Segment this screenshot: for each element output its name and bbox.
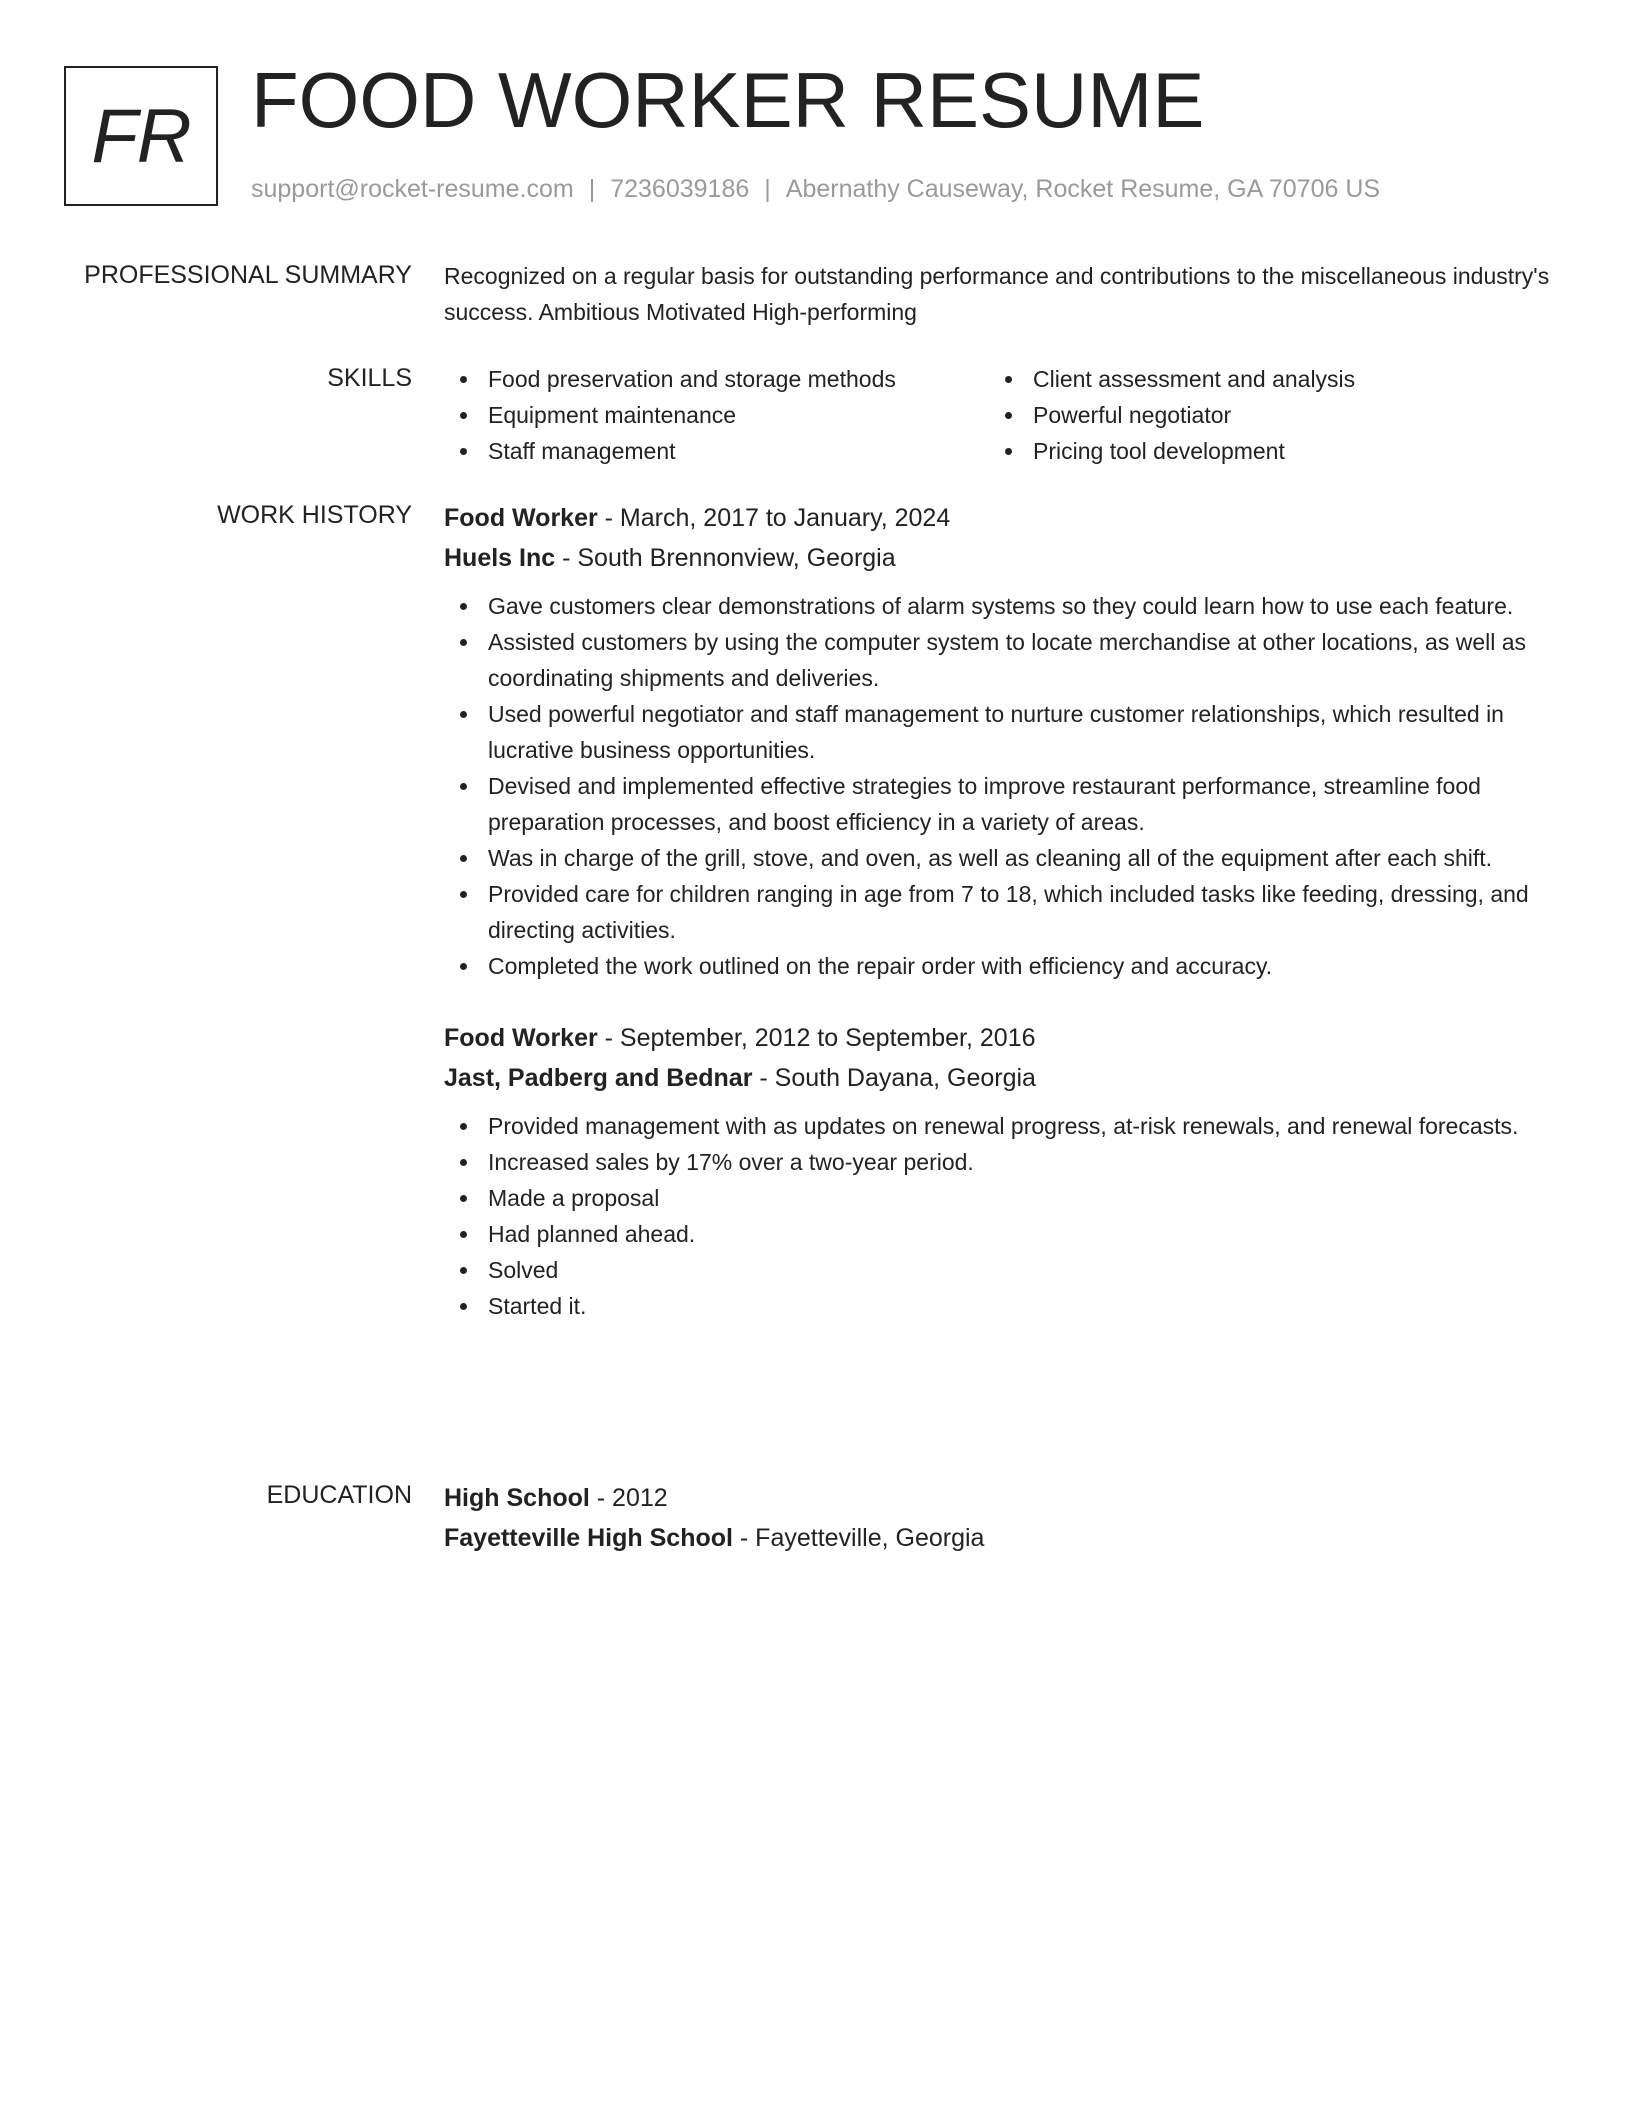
skills-grid (444, 361, 1554, 469)
skill-item: Client assessment and analysis (989, 361, 1489, 397)
contact-separator: | (588, 175, 596, 203)
summary-body (444, 258, 1554, 330)
skill-item: Pricing tool development (989, 433, 1489, 469)
job-company-line (444, 1058, 1554, 1098)
job-bullet: Assisted customers by using the computer system to locate merchandise at other locations, as well as coordinating shipments and deliveries. (444, 624, 1554, 696)
contact-address: Abernathy Causeway, Rocket Resume, GA 70706 US (785, 175, 1381, 203)
contact-separator: | (764, 175, 771, 203)
section-label-work-history: WORK HISTORY (217, 501, 412, 529)
job-bullets (444, 1108, 1554, 1324)
education-body (444, 1478, 1554, 1558)
job-bullet: Completed the work outlined on the repair order with efficiency and accuracy. (444, 948, 1554, 984)
contact-phone: 7236039186 (610, 175, 750, 203)
job-bullet: Was in charge of the grill, stove, and oven, as well as cleaning all of the equipment after each shift. (444, 840, 1554, 876)
education-degree-line (444, 1478, 1554, 1518)
education-school: Fayetteville High School (444, 1524, 733, 1552)
monogram-logo: FR (64, 66, 218, 206)
education-location: - Fayetteville, Georgia (732, 1524, 985, 1552)
job-bullet: Started it. (444, 1288, 1554, 1324)
job-bullet: Made a proposal (444, 1180, 1554, 1216)
job-location: - South Dayana, Georgia (752, 1064, 1036, 1092)
job-dates: - September, 2012 to September, 2016 (597, 1024, 1036, 1052)
section-label-education: EDUCATION (266, 1481, 412, 1509)
job-bullet: Provided care for children ranging in age from 7 to 18, which included tasks like feeding, dressing, and directing activities. (444, 876, 1554, 948)
skills-column-left (444, 361, 989, 469)
education-year: - 2012 (589, 1484, 668, 1512)
contact-line (251, 172, 1380, 206)
education-degree: High School (444, 1484, 590, 1512)
job-bullets (444, 588, 1554, 984)
contact-email: support@rocket-resume.com (251, 175, 574, 203)
work-history-body (444, 498, 1554, 1324)
job-entry (444, 1018, 1554, 1324)
section-label-summary: PROFESSIONAL SUMMARY (84, 261, 412, 289)
job-bullet: Increased sales by 17% over a two-year period. (444, 1144, 1554, 1180)
job-title-line (444, 1018, 1554, 1058)
job-bullet: Provided management with as updates on renewal progress, at-risk renewals, and renewal forecasts. (444, 1108, 1554, 1144)
job-title: Food Worker (444, 1024, 598, 1052)
job-company-line (444, 538, 1554, 578)
job-company: Jast, Padberg and Bednar (444, 1064, 753, 1092)
skills-column-right (989, 361, 1489, 469)
resume-title: FOOD WORKER RESUME (251, 56, 1205, 144)
job-company: Huels Inc (444, 544, 556, 572)
summary-text: Recognized on a regular basis for outstanding performance and contributions to the miscellaneous industry's success. Ambitious Motivated High-performing (444, 263, 1550, 325)
education-school-line (444, 1518, 1554, 1558)
skill-item: Staff management (444, 433, 989, 469)
job-location: - South Brennonview, Georgia (555, 544, 896, 572)
job-dates: - March, 2017 to January, 2024 (597, 504, 951, 532)
job-bullet: Gave customers clear demonstrations of alarm systems so they could learn how to use each feature. (444, 588, 1554, 624)
job-title-line (444, 498, 1554, 538)
job-entry (444, 498, 1554, 984)
skill-item: Equipment maintenance (444, 397, 989, 433)
skill-item: Powerful negotiator (989, 397, 1489, 433)
job-bullet: Had planned ahead. (444, 1216, 1554, 1252)
job-bullet: Solved (444, 1252, 1554, 1288)
job-title: Food Worker (444, 504, 598, 532)
job-bullet: Used powerful negotiator and staff management to nurture customer relationships, which resulted in lucrative business opportunities. (444, 696, 1554, 768)
skill-item: Food preservation and storage methods (444, 361, 989, 397)
section-label-skills: SKILLS (327, 364, 412, 392)
job-bullet: Devised and implemented effective strategies to improve restaurant performance, streamline food preparation processes, and boost efficiency in a variety of areas. (444, 768, 1554, 840)
